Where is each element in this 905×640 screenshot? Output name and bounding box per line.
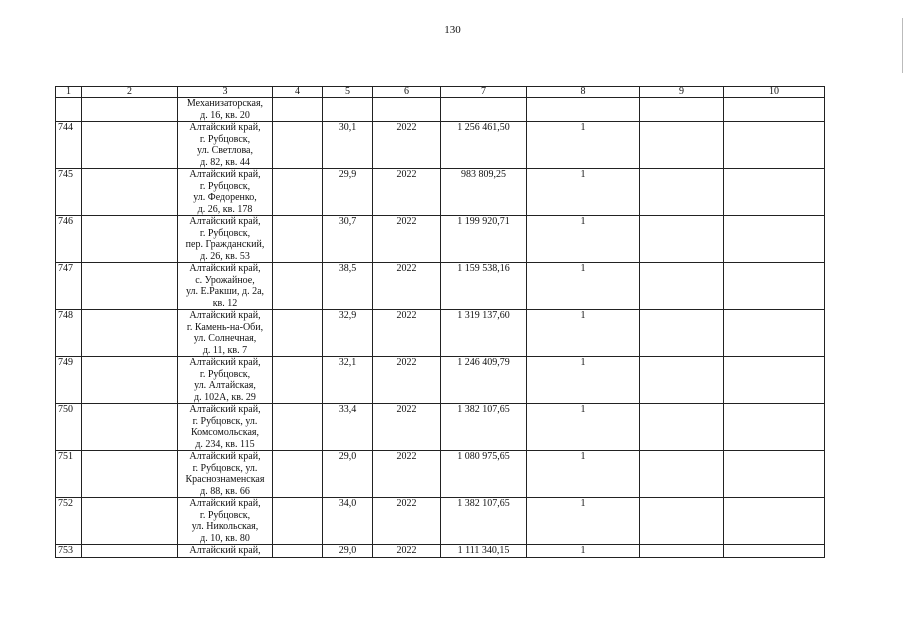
column-number-row: [56, 87, 825, 98]
row-number: 747: [56, 263, 82, 310]
empty-cell: [724, 357, 825, 404]
empty-cell: [82, 357, 178, 404]
row-number: 749: [56, 357, 82, 404]
address-cell: Алтайский край, г. Рубцовск, ул. Никольская, д. 10, кв. 80: [178, 498, 273, 545]
quantity-cell: 1: [527, 357, 640, 404]
year-cell: 2022: [373, 263, 441, 310]
area-cell: 38,5: [323, 263, 373, 310]
table-row: [56, 263, 825, 310]
cost-cell: 1 382 107,65: [441, 404, 527, 451]
empty-cell: [273, 122, 323, 169]
table-row: [56, 216, 825, 263]
address-cell: Алтайский край, г. Рубцовск, ул. Светлова, д. 82, кв. 44: [178, 122, 273, 169]
cost-cell: [441, 98, 527, 122]
year-cell: 2022: [373, 216, 441, 263]
row-number: 752: [56, 498, 82, 545]
empty-cell: [724, 122, 825, 169]
empty-cell: [724, 310, 825, 357]
quantity-cell: 1: [527, 404, 640, 451]
row-number: 746: [56, 216, 82, 263]
empty-cell: [640, 98, 724, 122]
empty-cell: [724, 263, 825, 310]
empty-cell: [640, 216, 724, 263]
address-cell: Алтайский край, г. Рубцовск, ул. Краснознаменская д. 88, кв. 66: [178, 451, 273, 498]
empty-cell: [273, 545, 323, 558]
address-cell: Алтайский край,: [178, 545, 273, 558]
area-cell: 29,0: [323, 545, 373, 558]
empty-cell: [724, 169, 825, 216]
quantity-cell: 1: [527, 263, 640, 310]
empty-cell: [640, 357, 724, 404]
empty-cell: [724, 98, 825, 122]
empty-cell: [82, 310, 178, 357]
address-cell: Алтайский край, г. Рубцовск, ул. Комсомольская, д. 234, кв. 115: [178, 404, 273, 451]
empty-cell: [82, 263, 178, 310]
empty-cell: [640, 498, 724, 545]
empty-cell: [273, 310, 323, 357]
area-cell: 32,1: [323, 357, 373, 404]
year-cell: 2022: [373, 498, 441, 545]
empty-cell: [82, 98, 178, 122]
area-cell: 30,7: [323, 216, 373, 263]
cost-cell: 1 319 137,60: [441, 310, 527, 357]
year-cell: 2022: [373, 451, 441, 498]
scan-edge-line: [902, 18, 903, 73]
row-number: [56, 98, 82, 122]
quantity-cell: 1: [527, 451, 640, 498]
quantity-cell: 1: [527, 122, 640, 169]
empty-cell: [82, 498, 178, 545]
empty-cell: [273, 263, 323, 310]
year-cell: 2022: [373, 545, 441, 558]
quantity-cell: 1: [527, 169, 640, 216]
column-header: 9: [640, 87, 724, 98]
empty-cell: [82, 451, 178, 498]
column-header: 5: [323, 87, 373, 98]
table-row: [56, 310, 825, 357]
empty-cell: [273, 404, 323, 451]
empty-cell: [273, 169, 323, 216]
area-cell: [323, 98, 373, 122]
empty-cell: [640, 545, 724, 558]
area-cell: 29,9: [323, 169, 373, 216]
cost-cell: 983 809,25: [441, 169, 527, 216]
empty-cell: [640, 122, 724, 169]
empty-cell: [640, 169, 724, 216]
empty-cell: [273, 216, 323, 263]
empty-cell: [82, 545, 178, 558]
table-row: [56, 451, 825, 498]
cost-cell: 1 382 107,65: [441, 498, 527, 545]
address-cell: Механизаторская, д. 16, кв. 20: [178, 98, 273, 122]
year-cell: [373, 98, 441, 122]
table-row: [56, 404, 825, 451]
year-cell: 2022: [373, 310, 441, 357]
quantity-cell: 1: [527, 498, 640, 545]
empty-cell: [273, 357, 323, 404]
quantity-cell: [527, 98, 640, 122]
column-header: 1: [56, 87, 82, 98]
year-cell: 2022: [373, 169, 441, 216]
cost-cell: 1 111 340,15: [441, 545, 527, 558]
column-header: 10: [724, 87, 825, 98]
cost-cell: 1 246 409,79: [441, 357, 527, 404]
empty-cell: [640, 263, 724, 310]
address-cell: Алтайский край, г. Рубцовск, ул. Алтайская, д. 102А, кв. 29: [178, 357, 273, 404]
table-row: [56, 98, 825, 122]
area-cell: 34,0: [323, 498, 373, 545]
address-cell: Алтайский край, г. Рубцовск, пер. Гражданский, д. 26, кв. 53: [178, 216, 273, 263]
column-header: 2: [82, 87, 178, 98]
table-row: [56, 169, 825, 216]
address-cell: Алтайский край, г. Камень-на-Оби, ул. Солнечная, д. 11, кв. 7: [178, 310, 273, 357]
area-cell: 33,4: [323, 404, 373, 451]
empty-cell: [724, 404, 825, 451]
empty-cell: [273, 498, 323, 545]
page-number: 130: [444, 24, 461, 36]
column-header: 7: [441, 87, 527, 98]
area-cell: 29,0: [323, 451, 373, 498]
empty-cell: [640, 451, 724, 498]
empty-cell: [82, 122, 178, 169]
empty-cell: [724, 545, 825, 558]
quantity-cell: 1: [527, 216, 640, 263]
empty-cell: [273, 451, 323, 498]
year-cell: 2022: [373, 122, 441, 169]
row-number: 753: [56, 545, 82, 558]
column-header: 3: [178, 87, 273, 98]
cost-cell: 1 256 461,50: [441, 122, 527, 169]
table-row: [56, 357, 825, 404]
empty-cell: [82, 404, 178, 451]
row-number: 750: [56, 404, 82, 451]
table-row: [56, 498, 825, 545]
empty-cell: [640, 310, 724, 357]
cost-cell: 1 080 975,65: [441, 451, 527, 498]
year-cell: 2022: [373, 404, 441, 451]
empty-cell: [724, 498, 825, 545]
cost-cell: 1 199 920,71: [441, 216, 527, 263]
quantity-cell: 1: [527, 310, 640, 357]
row-number: 751: [56, 451, 82, 498]
year-cell: 2022: [373, 357, 441, 404]
cost-cell: 1 159 538,16: [441, 263, 527, 310]
empty-cell: [640, 404, 724, 451]
table-row: [56, 545, 825, 558]
row-number: 744: [56, 122, 82, 169]
row-number: 748: [56, 310, 82, 357]
empty-cell: [724, 451, 825, 498]
property-registry-table: [55, 86, 825, 558]
column-header: 8: [527, 87, 640, 98]
row-number: 745: [56, 169, 82, 216]
address-cell: Алтайский край, г. Рубцовск, ул. Федоренко, д. 26, кв. 178: [178, 169, 273, 216]
empty-cell: [82, 169, 178, 216]
empty-cell: [273, 98, 323, 122]
quantity-cell: 1: [527, 545, 640, 558]
column-header: 4: [273, 87, 323, 98]
empty-cell: [724, 216, 825, 263]
table-row: [56, 122, 825, 169]
empty-cell: [82, 216, 178, 263]
column-header: 6: [373, 87, 441, 98]
area-cell: 32,9: [323, 310, 373, 357]
address-cell: Алтайский край, с. Урожайное, ул. Е.Ракши, д. 2а, кв. 12: [178, 263, 273, 310]
area-cell: 30,1: [323, 122, 373, 169]
